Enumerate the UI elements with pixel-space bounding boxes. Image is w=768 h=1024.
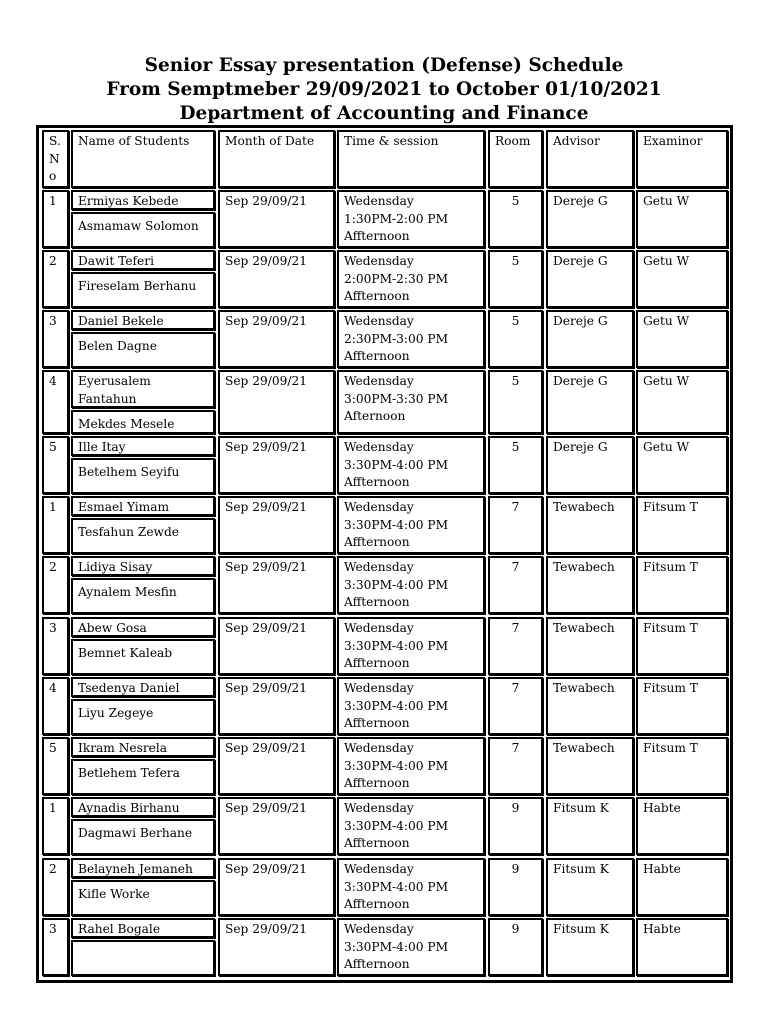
document-title xyxy=(0,54,768,126)
row-examinor: Getu W xyxy=(636,370,728,434)
time-day: Wedensday xyxy=(344,862,414,876)
time-slot: 3:30PM-4:00 PM xyxy=(344,698,449,713)
row-sno: 4 xyxy=(42,677,69,735)
student-name: Ermiyas Kebede xyxy=(71,190,215,210)
time-slot: 3:30PM-4:00 PM xyxy=(344,457,449,472)
row-advisor: Dereje G xyxy=(546,436,634,494)
row-advisor: Fitsum K xyxy=(546,918,634,976)
header-name: Name of Students xyxy=(71,130,215,188)
row-advisor: Tewabech xyxy=(546,496,634,554)
row-examinor: Getu W xyxy=(636,310,728,368)
row-examinor: Fitsum T xyxy=(636,617,728,675)
student-name: Ille Itay xyxy=(71,436,215,456)
row-room: 7 xyxy=(488,677,543,735)
row-room: 5 xyxy=(488,370,543,434)
student-name: Daniel Bekele xyxy=(71,310,215,330)
time-day: Wedensday xyxy=(344,374,414,388)
row-time xyxy=(337,496,485,554)
row-date: Sep 29/09/21 xyxy=(218,918,335,976)
student-name: Bemnet Kaleab xyxy=(71,639,215,675)
row-room: 9 xyxy=(488,858,543,916)
row-sno: 2 xyxy=(42,858,69,916)
row-date: Sep 29/09/21 xyxy=(218,858,335,916)
time-session: Affternoon xyxy=(344,289,410,303)
student-name: Betelhem Seyifu xyxy=(71,458,215,494)
row-sno: 1 xyxy=(42,190,69,248)
header-advisor: Advisor xyxy=(546,130,634,188)
row-time xyxy=(337,370,485,434)
row-time xyxy=(337,310,485,368)
student-name: Liyu Zegeye xyxy=(71,699,215,735)
row-date: Sep 29/09/21 xyxy=(218,797,335,855)
row-advisor: Tewabech xyxy=(546,617,634,675)
row-examinor: Fitsum T xyxy=(636,496,728,554)
header-examinor: Examinor xyxy=(636,130,728,188)
row-room: 7 xyxy=(488,737,543,795)
row-time xyxy=(337,797,485,855)
time-day: Wedensday xyxy=(344,500,414,514)
row-room: 5 xyxy=(488,436,543,494)
header-time: Time & session xyxy=(337,130,485,188)
time-slot: 3:30PM-4:00 PM xyxy=(344,638,449,653)
student-name: Tsedenya Daniel xyxy=(71,677,215,697)
row-sno: 3 xyxy=(42,918,69,976)
row-sno: 3 xyxy=(42,617,69,675)
student-name: Lidiya Sisay xyxy=(71,556,215,576)
row-time xyxy=(337,190,485,248)
time-slot: 3:30PM-4:00 PM xyxy=(344,577,449,592)
time-session: Affternoon xyxy=(344,595,410,609)
time-session: Affternoon xyxy=(344,349,410,363)
student-name: Belayneh Jemaneh xyxy=(71,858,215,878)
time-slot: 2:30PM-3:00 PM xyxy=(344,331,449,346)
student-name: Aynadis Birhanu xyxy=(71,797,215,817)
row-room: 5 xyxy=(488,190,543,248)
student-name: Eyerusalem Fantahun xyxy=(71,370,215,408)
row-examinor: Habte xyxy=(636,858,728,916)
row-advisor: Dereje G xyxy=(546,370,634,434)
row-sno: 5 xyxy=(42,737,69,795)
row-date: Sep 29/09/21 xyxy=(218,190,335,248)
row-advisor: Fitsum K xyxy=(546,858,634,916)
row-examinor: Fitsum T xyxy=(636,677,728,735)
student-name: Esmael Yimam xyxy=(71,496,215,516)
row-sno: 5 xyxy=(42,436,69,494)
row-room: 7 xyxy=(488,617,543,675)
header-sno-line: o xyxy=(49,169,57,183)
row-advisor: Fitsum K xyxy=(546,797,634,855)
row-time xyxy=(337,436,485,494)
row-sno: 1 xyxy=(42,496,69,554)
row-sno: 2 xyxy=(42,556,69,614)
student-name: Tesfahun Zewde xyxy=(71,518,215,554)
row-advisor: Tewabech xyxy=(546,737,634,795)
row-advisor: Dereje G xyxy=(546,310,634,368)
row-room: 7 xyxy=(488,556,543,614)
row-time xyxy=(337,858,485,916)
row-examinor: Getu W xyxy=(636,436,728,494)
header-room: Room xyxy=(488,130,543,188)
row-examinor: Habte xyxy=(636,797,728,855)
row-date: Sep 29/09/21 xyxy=(218,250,335,308)
row-date: Sep 29/09/21 xyxy=(218,436,335,494)
student-name: Aynalem Mesfin xyxy=(71,578,215,614)
row-date: Sep 29/09/21 xyxy=(218,556,335,614)
time-session: Affternoon xyxy=(344,897,410,911)
row-room: 9 xyxy=(488,797,543,855)
time-slot: 3:30PM-4:00 PM xyxy=(344,758,449,773)
time-session: Affternoon xyxy=(344,716,410,730)
time-day: Wedensday xyxy=(344,194,414,208)
time-session: Affternoon xyxy=(344,656,410,670)
time-day: Wedensday xyxy=(344,314,414,328)
row-room: 9 xyxy=(488,918,543,976)
row-sno: 4 xyxy=(42,370,69,434)
row-date: Sep 29/09/21 xyxy=(218,677,335,735)
row-time xyxy=(337,617,485,675)
row-time xyxy=(337,677,485,735)
time-day: Wedensday xyxy=(344,254,414,268)
time-session: Affternoon xyxy=(344,475,410,489)
header-month: Month of Date xyxy=(218,130,335,188)
student-name: Abew Gosa xyxy=(71,617,215,637)
title-line-2: From Semptmeber 29/09/2021 to October 01/10/2021 xyxy=(106,79,662,100)
student-name: Asmamaw Solomon xyxy=(71,212,215,248)
student-name: Dagmawi Berhane xyxy=(71,819,215,855)
time-session: Afternoon xyxy=(344,409,406,423)
row-room: 5 xyxy=(488,250,543,308)
row-examinor: Fitsum T xyxy=(636,556,728,614)
student-name: Ikram Nesrela xyxy=(71,737,215,757)
row-sno: 1 xyxy=(42,797,69,855)
student-name: Mekdes Mesele xyxy=(71,410,215,434)
student-name: Dawit Teferi xyxy=(71,250,215,270)
student-name: Belen Dagne xyxy=(71,332,215,368)
row-room: 7 xyxy=(488,496,543,554)
time-day: Wedensday xyxy=(344,922,414,936)
row-time xyxy=(337,556,485,614)
time-slot: 3:30PM-4:00 PM xyxy=(344,818,449,833)
time-day: Wedensday xyxy=(344,801,414,815)
row-examinor: Getu W xyxy=(636,190,728,248)
row-sno: 3 xyxy=(42,310,69,368)
time-session: Affternoon xyxy=(344,229,410,243)
row-date: Sep 29/09/21 xyxy=(218,370,335,434)
row-sno: 2 xyxy=(42,250,69,308)
row-time xyxy=(337,250,485,308)
time-slot: 1:30PM-2:00 PM xyxy=(344,211,449,226)
row-time xyxy=(337,737,485,795)
header-sno xyxy=(42,130,69,188)
header-sno-line: S. xyxy=(49,134,61,148)
row-examinor: Getu W xyxy=(636,250,728,308)
time-slot: 2:00PM-2:30 PM xyxy=(344,271,449,286)
row-date: Sep 29/09/21 xyxy=(218,310,335,368)
title-line-1: Senior Essay presentation (Defense) Schedule xyxy=(144,55,624,76)
time-slot: 3:00PM-3:30 PM xyxy=(344,391,449,406)
time-slot: 3:30PM-4:00 PM xyxy=(344,939,449,954)
title-line-3: Department of Accounting and Finance xyxy=(179,103,589,124)
student-name xyxy=(71,940,215,976)
time-session: Affternoon xyxy=(344,957,410,971)
row-advisor: Dereje G xyxy=(546,250,634,308)
time-day: Wedensday xyxy=(344,741,414,755)
student-name: Fireselam Berhanu xyxy=(71,272,215,308)
time-day: Wedensday xyxy=(344,440,414,454)
row-date: Sep 29/09/21 xyxy=(218,496,335,554)
student-name: Rahel Bogale xyxy=(71,918,215,938)
row-advisor: Tewabech xyxy=(546,556,634,614)
row-time xyxy=(337,918,485,976)
time-day: Wedensday xyxy=(344,621,414,635)
student-name: Betlehem Tefera xyxy=(71,759,215,795)
row-advisor: Dereje G xyxy=(546,190,634,248)
time-day: Wedensday xyxy=(344,681,414,695)
time-session: Affternoon xyxy=(344,535,410,549)
header-sno-line: N xyxy=(49,151,60,166)
time-slot: 3:30PM-4:00 PM xyxy=(344,879,449,894)
time-session: Affternoon xyxy=(344,836,410,850)
time-slot: 3:30PM-4:00 PM xyxy=(344,517,449,532)
row-date: Sep 29/09/21 xyxy=(218,617,335,675)
row-date: Sep 29/09/21 xyxy=(218,737,335,795)
schedule-table xyxy=(36,125,733,983)
row-advisor: Tewabech xyxy=(546,677,634,735)
row-room: 5 xyxy=(488,310,543,368)
row-examinor: Habte xyxy=(636,918,728,976)
time-session: Affternoon xyxy=(344,776,410,790)
time-day: Wedensday xyxy=(344,560,414,574)
student-name: Kifle Worke xyxy=(71,880,215,916)
row-examinor: Fitsum T xyxy=(636,737,728,795)
